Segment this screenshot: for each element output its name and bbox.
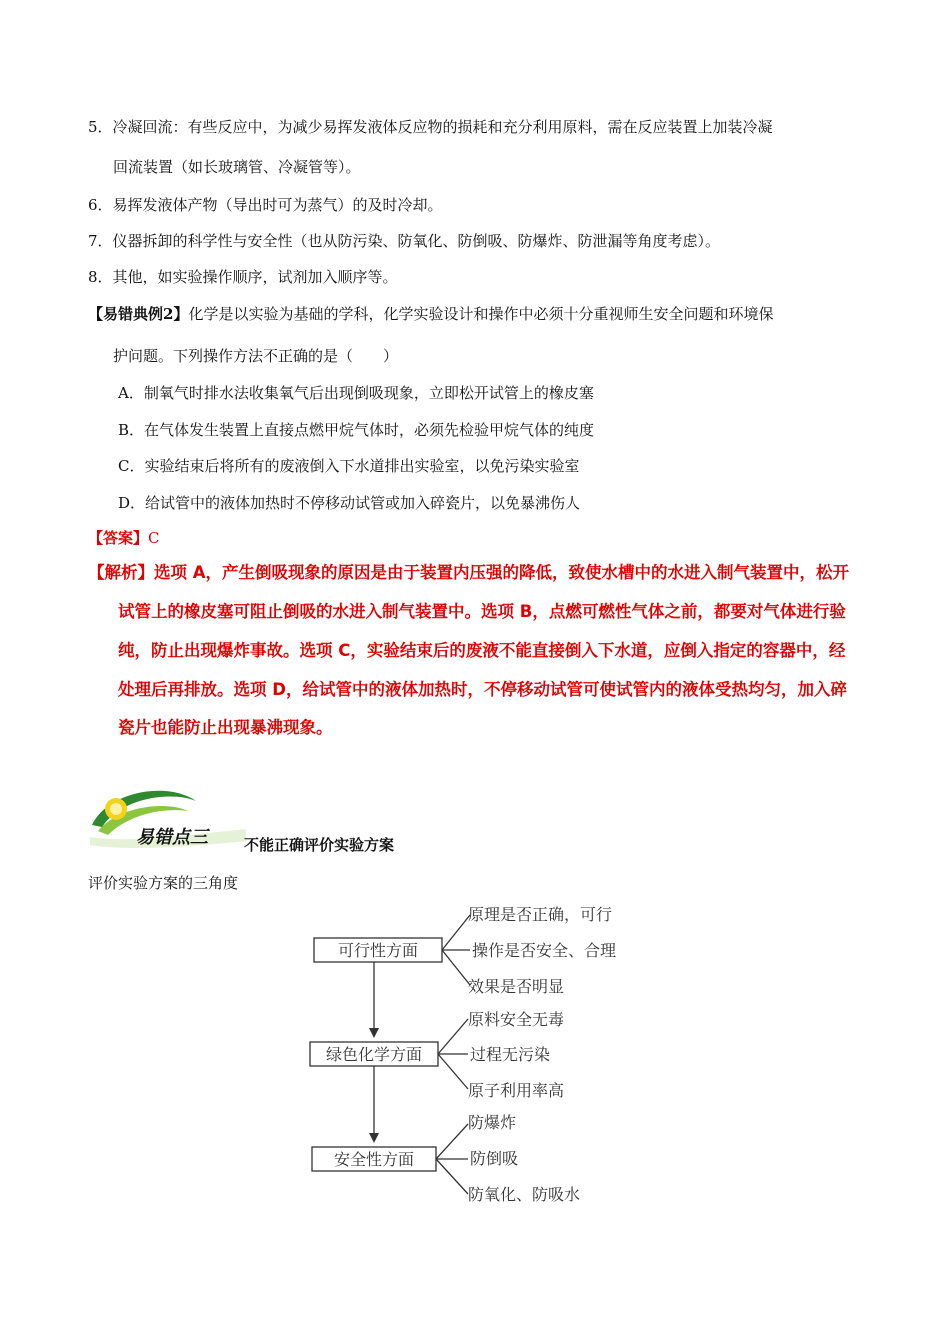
intro-text: 评价实验方案的三角度 bbox=[88, 874, 239, 892]
branch-item: 防氧化、防吸水 bbox=[468, 1185, 581, 1204]
branch-item: 效果是否明显 bbox=[468, 977, 565, 996]
analysis-text-1: 选项 A，产生倒吸现象的原因是由于装置内压强的降低，致使水槽中的水进入制气装置中，松开 bbox=[154, 563, 850, 582]
box-label-green-chemistry: 绿色化学方面 bbox=[325, 1045, 423, 1064]
analysis-line-1 bbox=[88, 563, 849, 583]
branch-item: 原料安全无毒 bbox=[468, 1010, 565, 1029]
arrow-down-icon bbox=[369, 1028, 379, 1038]
option-a: A．制氧气时排水法收集氧气后出现倒吸现象，立即松开试管上的橡皮塞 bbox=[118, 384, 594, 402]
arrow-down-icon bbox=[369, 1133, 379, 1143]
option-c: C．实验结束后将所有的废液倒入下水道排出实验室，以免污染实验室 bbox=[118, 457, 580, 475]
example-question-line-1 bbox=[88, 304, 773, 324]
evaluation-tree-diagram bbox=[300, 895, 660, 1215]
box-label-feasibility: 可行性方面 bbox=[337, 941, 419, 960]
analysis-line-3: 纯，防止出现爆炸事故。选项 C，实验结束后的废液不能直接倒入下水道，应倒入指定的容器中，经 bbox=[118, 641, 846, 660]
item-8: 8．其他，如实验操作顺序，试剂加入顺序等。 bbox=[88, 268, 398, 286]
item-7: 7．仪器拆卸的科学性与安全性（也从防污染、防氧化、防倒吸、防爆炸、防泄漏等角度考虑）。 bbox=[88, 232, 721, 250]
section-badge-text: 易错点三 bbox=[136, 827, 208, 848]
answer-value: C bbox=[148, 529, 160, 547]
option-b: B．在气体发生装置上直接点燃甲烷气体时，必须先检验甲烷气体的纯度 bbox=[118, 421, 595, 439]
analysis-line-4: 处理后再排放。选项 D，给试管中的液体加热时，不停移动试管可使试管内的液体受热均匀，加入碎 bbox=[118, 680, 847, 699]
item-5-line-2: 回流装置（如长玻璃管、冷凝管等）。 bbox=[113, 158, 361, 176]
example-tag: 【易错典例2】 bbox=[88, 305, 189, 323]
branch-item: 过程无污染 bbox=[470, 1045, 551, 1064]
analysis-line-2: 试管上的橡皮塞可阻止倒吸的水进入制气装置中。选项 B，点燃可燃性气体之前，都要对气体进行验 bbox=[118, 602, 846, 621]
option-d: D．给试管中的液体加热时不停移动试管或加入碎瓷片，以免暴沸伤人 bbox=[118, 494, 581, 512]
analysis-line-5: 瓷片也能防止出现暴沸现象。 bbox=[118, 718, 333, 737]
example-text: 化学是以实验为基础的学科，化学实验设计和操作中必须十分重视师生安全问题和环境保 bbox=[188, 305, 774, 323]
item-6: 6．易挥发液体产物（导出时可为蒸气）的及时冷却。 bbox=[88, 196, 443, 214]
branch-item: 防爆炸 bbox=[468, 1113, 517, 1132]
section-banner-logo-icon bbox=[88, 785, 248, 855]
analysis-tag: 【解析】 bbox=[88, 563, 154, 582]
item-5-line-1: 5．冷凝回流：有些反应中，为减少易挥发液体反应物的损耗和充分利用原料，需在反应装置上加装冷凝 bbox=[88, 118, 773, 136]
answer-tag: 【答案】 bbox=[88, 529, 149, 547]
example-question-line-2: 护问题。下列操作方法不正确的是（ ） bbox=[113, 347, 399, 365]
box-label-safety: 安全性方面 bbox=[333, 1150, 415, 1169]
branch-item: 原理是否正确，可行 bbox=[468, 905, 613, 924]
answer bbox=[88, 528, 160, 548]
branch-item: 操作是否安全、合理 bbox=[472, 941, 617, 960]
branch-item: 原子利用率高 bbox=[468, 1081, 565, 1100]
section-title: 不能正确评价实验方案 bbox=[244, 836, 395, 854]
branch-item: 防倒吸 bbox=[470, 1149, 519, 1168]
